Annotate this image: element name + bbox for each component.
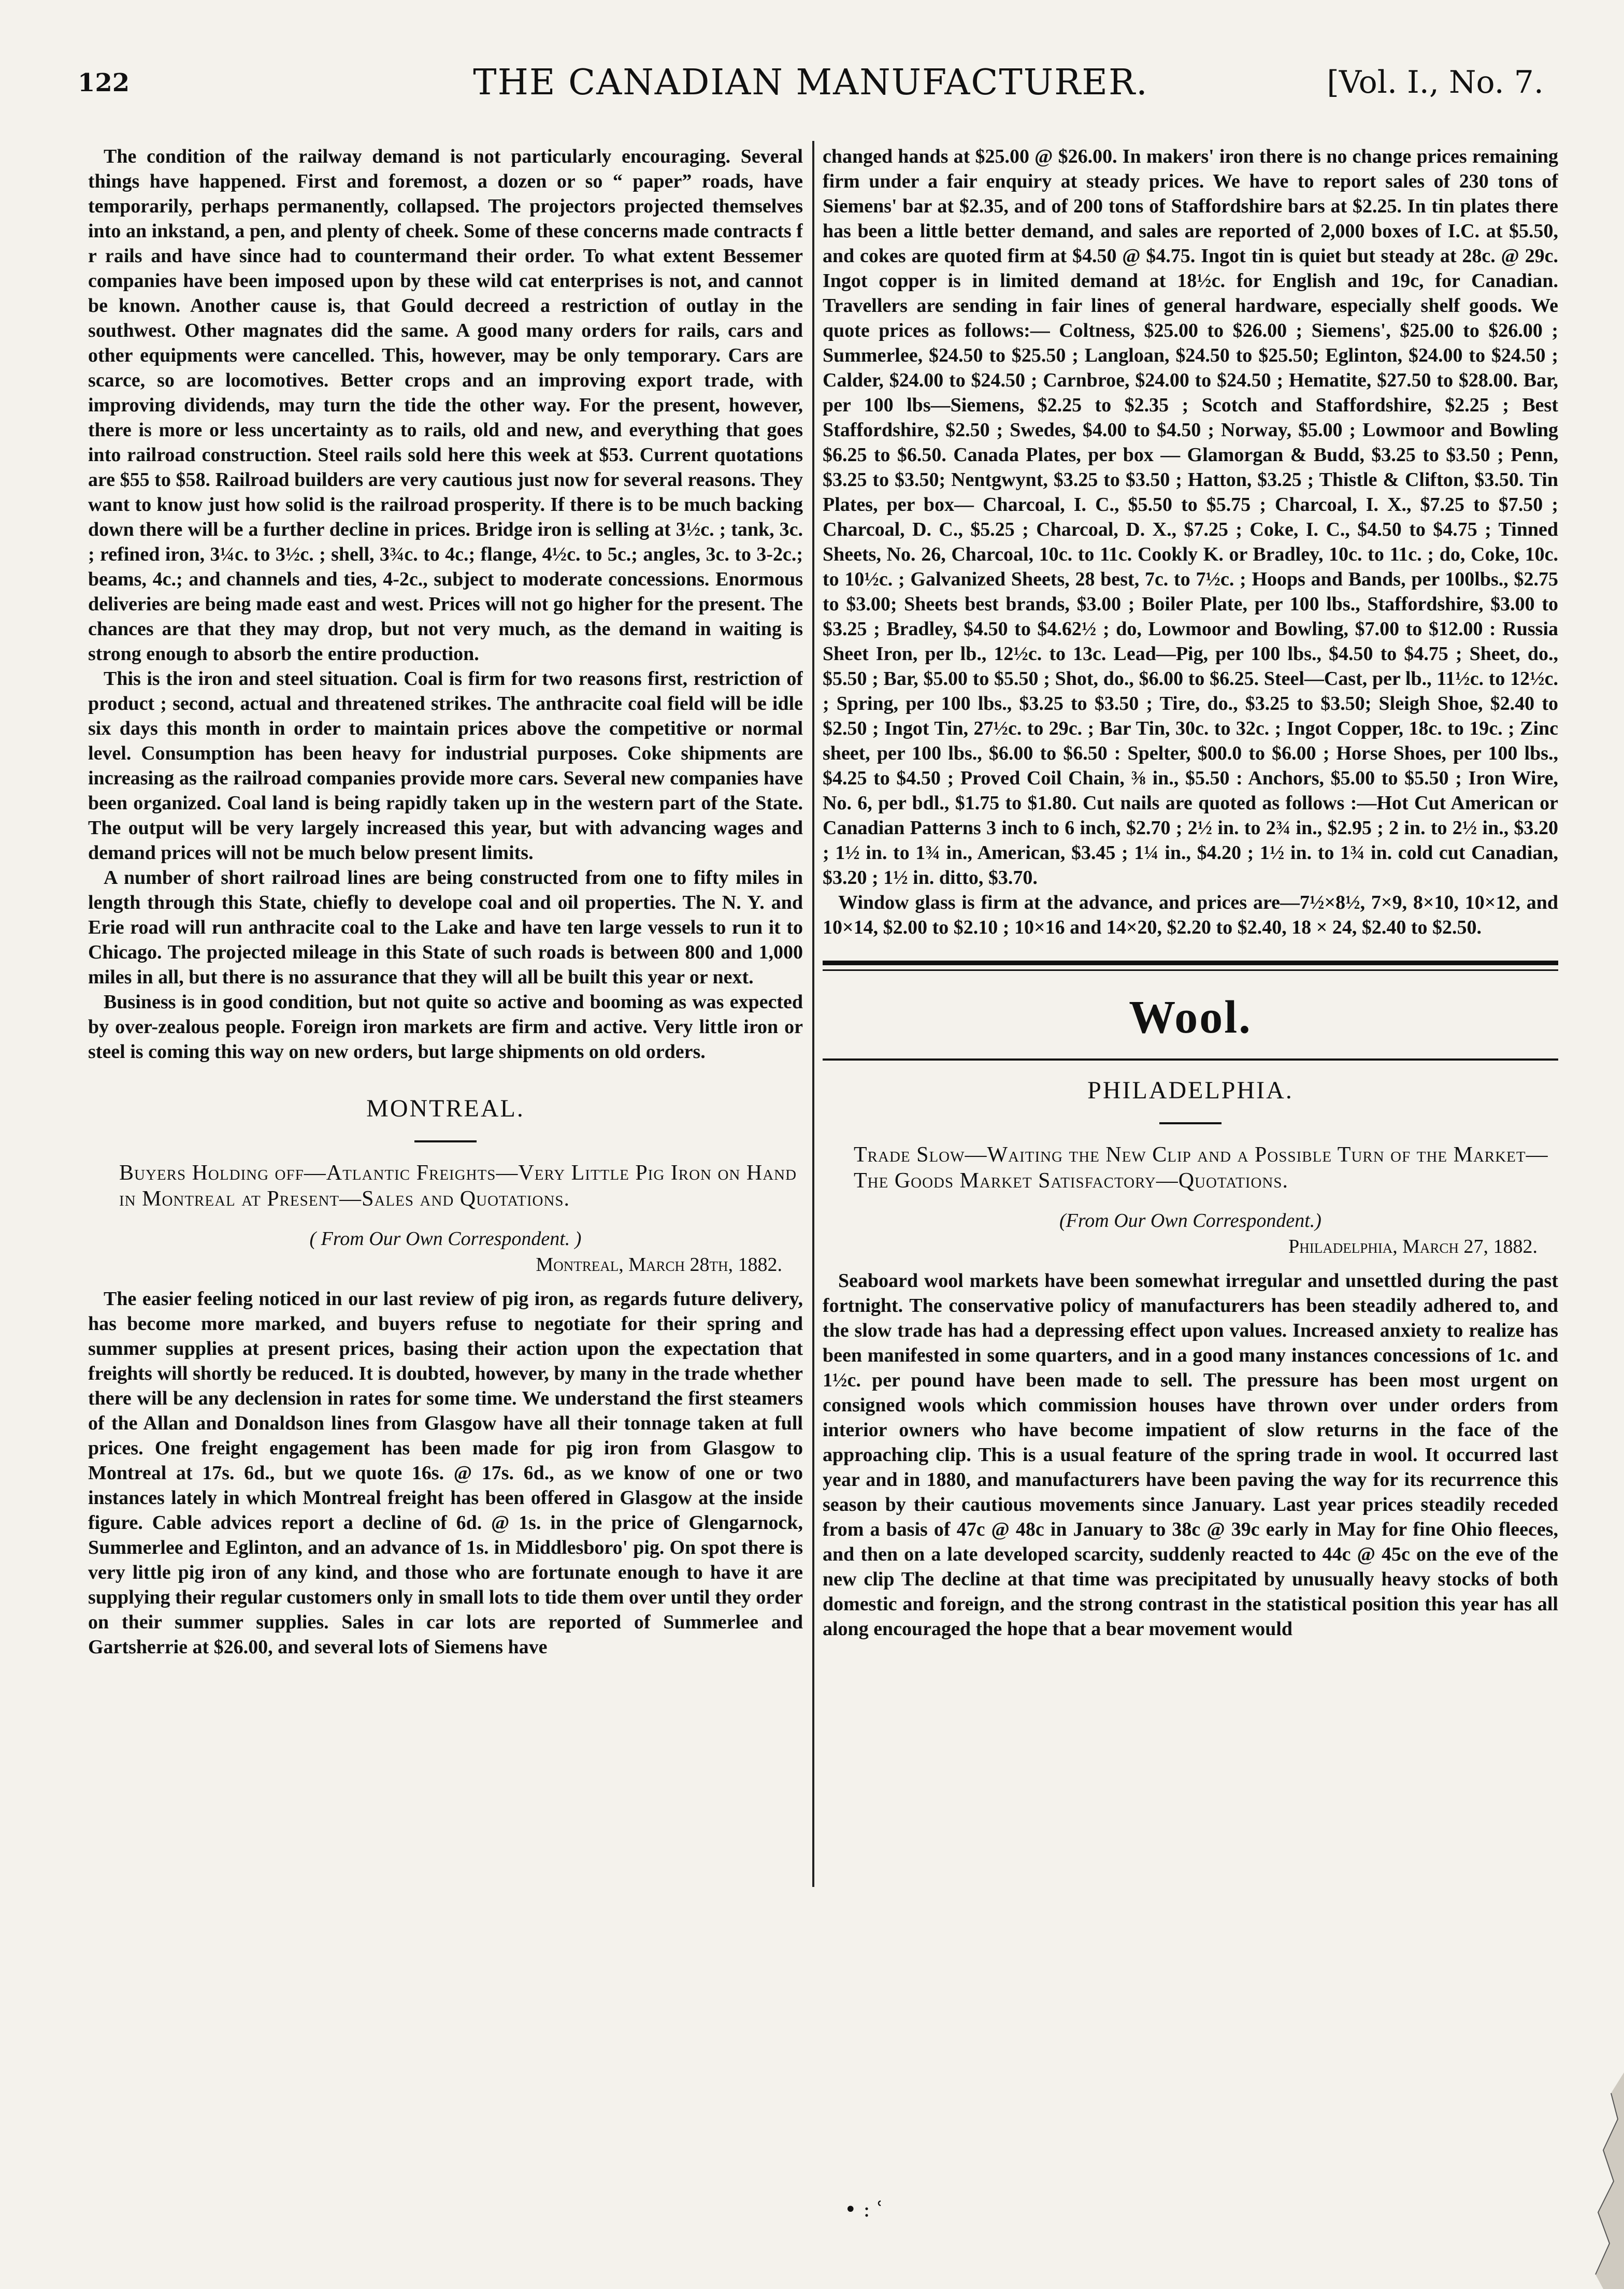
section-title-wool: Wool.	[1129, 992, 1252, 1043]
torn-page-edge	[1588, 2072, 1624, 2289]
section-rule	[823, 961, 1558, 971]
journal-title: THE CANADIAN MANUFACTURER.	[473, 62, 1148, 103]
page-mark: • : ʿ	[844, 2198, 883, 2222]
dateline: Philadelphia, March 27, 1882.	[1288, 1236, 1537, 1257]
city-heading-philadelphia: PHILADELPHIA.	[1087, 1077, 1294, 1104]
article-paragraph: The condition of the railway demand is not particularly encouraging. Several things have happened. First and foremost, a dozen or so “ paper” roads, have temporarily, perhaps permanently, collapsed. The projectors projected themselves into an inkstand, a pen, and plenty of cheek. Some of these concerns made contracts f r rails and have since had to countermand their order. To what extent Bessemer companies have been imposed upon by these wild cat enterprises is not, and cannot be known. Another cause is, that Gould decreed a restriction of outlay in the southwest. Other magnates did the same. A good many orders for rails, cars and other equipments were cancelled. This, however, may be only temporary. Cars are scarce, so are locomotives. Better crops and an improving export trade, with improving dividends, may turn the tide the other way. For the present, however, there is more or less uncertainty as to rails, old and new, and everything that goes into railroad construction. Steel rails sold here this week at $53. Current quotations are $55 to $58. Railroad builders are very cautious just now for several reasons. They want to know just how solid is the railroad prosperity. If there is to be much backing down there will be a further decline in prices. Bridge iron is selling at 3½c. ; tank, 3c. ; refined iron, 3¼c. to 3½c. ; shell, 3¾c. to 4c.; flange, 4½c. to 5c.; angles, 3c. to 3-2c.; beams, 4c.; and channels and ties, 4-2c., subject to moderate concessions. Enormous deliveries are being made east and west. Prices will not go higher for the present. The chances are that they may drop, but not very much, as the demand in waiting is strong enough to absorb the entire production.	[88, 146, 803, 665]
article-paragraph: The easier feeling noticed in our last review of pig iron, as regards future delivery, has become more marked, and buyers refuse to negotiate for their spring and summer supplies at present prices, basing their action upon the expectation that freights will shortly be reduced. It is doubted, however, by many in the trade whether there will be any declension in rates for some time. We understand the first steamers of the Allan and Donaldson lines from Glasgow have all their tonnage taken at full prices. One freight engagement has been made for pig iron from Glasgow to Montreal at 17s. 6d., but we quote 16s. @ 17s. 6d., as we know of one or two instances lately in which Montreal freight has been offered in Glasgow at the inside figure. Cable advices report a decline of 6d. @ 1s. in the price of Glengarnock, Summerlee and Eglinton, and an advance of 1s. in Middlesboro' pig. On spot there is very little pig iron of any kind, and those who are fortunate enough to have it are supplying their regular customers only in small lots to tide them over until they order on their summer supplies. Sales in car lots are reported of Summerlee and Gartsherrie at $26.00, and several lots of Siemens have	[88, 1288, 803, 1658]
dateline: Montreal, March 28th, 1882.	[536, 1254, 782, 1276]
article-paragraph: This is the iron and steel situation. Coal is firm for two reasons first, restriction of product ; second, actual and threatened strikes. The anthracite coal field will be idle six days this month in order to maintain prices above the competitive or normal level. Consumption has been heavy for industrial purposes. Coke shipments are increasing as the railroad companies provide more cars. Several new companies have been organized. Coal land is being rapidly taken up in the western part of the State. The output will be very largely increased this year, but with advancing wages and demand prices will not be much below present limits.	[88, 668, 803, 864]
deck-text: Buyers Holding off—Atlantic Freights—Very Little Pig Iron on Hand in Montreal at Present—Sales and Quotations.	[119, 1161, 797, 1211]
page-number: 122	[78, 68, 130, 97]
article-paragraph: Window glass is firm at the advance, and prices are—7½×8½, 7×9, 8×10, 10×12, and 10×14, $2.00 to $2.10 ; 10×16 and 14×20, $2.20 to $2.40, 18 × 24, $2.40 to $2.50.	[823, 892, 1558, 938]
article-paragraph: changed hands at $25.00 @ $26.00. In makers' iron there is no change prices remaining firm under a fair enquiry at steady prices. We have to report sales of 230 tons of Siemens' bar at $2.35, and of 200 tons of Staffordshire bars at $2.25. In tin plates there has been a little better demand, and sales are reported of 2,000 boxes of I.C. at $5.50, and cokes are quoted firm at $4.50 @ $4.75. Ingot tin is quiet but steady at 28c. @ 29c. Ingot copper is in limited demand at 18½c. for English and 19c, for Canadian. Travellers are sending in fair lines of general hardware, especially shelf goods. We quote prices as follows:— Coltness, $25.00 to $26.00 ; Siemens', $25.00 to $26.00 ; Summerlee, $24.50 to $25.50 ; Langloan, $24.50 to $25.50; Eglinton, $24.00 to $24.50 ; Calder, $24.00 to $24.50 ; Carnbroe, $24.00 to $24.50 ; Hematite, $27.50 to $28.00. Bar, per 100 lbs—Siemens, $2.25 to $2.35 ; Scotch and Staffordshire, $2.25 ; Best Staffordshire, $2.50 ; Swedes, $4.00 to $4.50 ; Norway, $5.00 ; Lowmoor and Bowling $6.25 to $6.50. Canada Plates, per box — Glamorgan & Budd, $3.25 to $3.50 ; Penn, $3.25 to $3.50; Nentgwynt, $3.25 to $3.50 ; Hatton, $3.25 ; Thistle & Clifton, $3.50. Tin Plates, per box— Charcoal, I. C., $5.50 to $5.75 ; Charcoal, I. X., $7.25 to $7.50 ; Charcoal, D. C., $5.25 ; Charcoal, D. X., $7.25 ; Coke, I. C., $4.50 to $4.75 ; Tinned Sheets, No. 26, Charcoal, 10c. to 11c. Cookly K. or Bradley, 10c. to 11c. ; do, Coke, 10c. to 10½c. ; Galvanized Sheets, 28 best, 7c. to 7½c. ; Hoops and Bands, per 100lbs., $2.75 to $3.00; Sheets best brands, $3.00 ; Boiler Plate, per 100 lbs., Staffordshire, $3.00 to $3.25 ; Bradley, $4.50 to $4.62½ ; do, Lowmoor and Bowling, $7.00 to $12.00 : Russia Sheet Iron, per lb., 12½c. to 13c. Lead—Pig, per 100 lbs., $4.50 to $4.75 ; Sheet, do., $5.50 ; Bar, $5.00 to $5.50 ; Shot, do., $6.00 to $6.25. Steel—Cast, per lb., 11½c. to 12½c. ; Spring, per 100 lbs., $3.25 to $3.50 ; Tire, do., $3.25 to $3.50; Sleigh Shoe, $2.40 to $2.50 ; Ingot Tin, 27½c. to 29c. ; Bar Tin, 30c. to 32c. ; Ingot Copper, 18c. to 19c. ; Zinc sheet, per 100 lbs., $6.00 to $6.50 : Spelter, $00.0 to $6.00 ; Horse Shoes, per 100 lbs., $4.25 to $4.50 ; Proved Coil Chain, ⅜ in., $5.50 : Anchors, $5.00 to $5.50 ; Iron Wire, No. 6, per bdl., $1.75 to $1.80. Cut nails are quoted as follows :—Hot Cut American or Canadian Patterns 3 inch to 6 inch, $2.70 ; 2½ in. to 2¾ in., $2.95 ; 2 in. to 2½ in., $3.20 ; 1½ in. to 1¾ in., American, $3.45 ; 1¼ in., $4.20 ; 1½ in. to 1¾ in. cold cut Canadian, $3.20 ; 1½ in. ditto, $3.70.	[823, 146, 1558, 889]
correspondent-note: (From Our Own Correspondent.)	[1059, 1210, 1321, 1232]
column-divider	[812, 141, 814, 1887]
city-heading-montreal: MONTREAL.	[366, 1095, 525, 1122]
volume-number: [Vol. I., No. 7.	[1327, 64, 1544, 101]
right-column	[823, 144, 1558, 1906]
article-paragraph: Seaboard wool markets have been somewhat irregular and unsettled during the past fortnight. The conservative policy of manufacturers has been steadily adhered to, and the slow trade has had a depressing effect upon values. Increased anxiety to realize has been manifested in some quarters, and in a good many instances concessions of 1c. and 1½c. per pound have been made to sell. The pressure has been most urgent on consigned wools which commission houses have thrown over under orders from interior owners who have become impatient of slow returns in the face of the approaching clip. This is a usual feature of the spring trade in wool. It occurred last year and in 1880, and manufacturers have been paving the way for its recurrence this season by their cautious movements since January. Last year prices steadily receded from a basis of 47c @ 48c in January to 38c @ 39c early in May for fine Ohio fleeces, and then on a late developed scarcity, suddenly reacted to 44c @ 45c on the eve of the new clip The decline at that time was precipitated by unusually heavy stocks of both domestic and foreign, and the strong contrast in the statistical position this year has all along encouraged the hope that a bear movement would	[823, 1270, 1558, 1640]
section-rule-thin	[823, 1058, 1558, 1061]
article-deck	[88, 1160, 803, 1212]
correspondent-note: ( From Our Own Correspondent. )	[309, 1228, 582, 1250]
deck-text: Trade Slow—Waiting the New Clip and a Possible Turn of the Market—The Goods Market Satisfactory—Quotations.	[854, 1143, 1548, 1193]
page-header	[78, 62, 1544, 111]
short-rule	[1159, 1122, 1221, 1124]
left-column	[88, 144, 803, 1906]
article-paragraph: A number of short railroad lines are being constructed from one to fifty miles in length through this State, chiefly to develope coal and oil properties. The N. Y. and Erie road will run anthracite coal to the Lake and have ten large vessels to run it to Chicago. The projected mileage in this State of such roads is between 800 and 1,000 miles in all, but there is no assurance that they will all be built this year or next.	[88, 867, 803, 988]
article-paragraph: Business is in good condition, but not quite so active and booming as was expected by over-zealous people. Foreign iron markets are firm and active. Very little iron or steel is coming this way on new orders, but large shipments on old orders.	[88, 991, 803, 1063]
article-deck	[823, 1142, 1558, 1194]
short-rule	[414, 1140, 477, 1142]
